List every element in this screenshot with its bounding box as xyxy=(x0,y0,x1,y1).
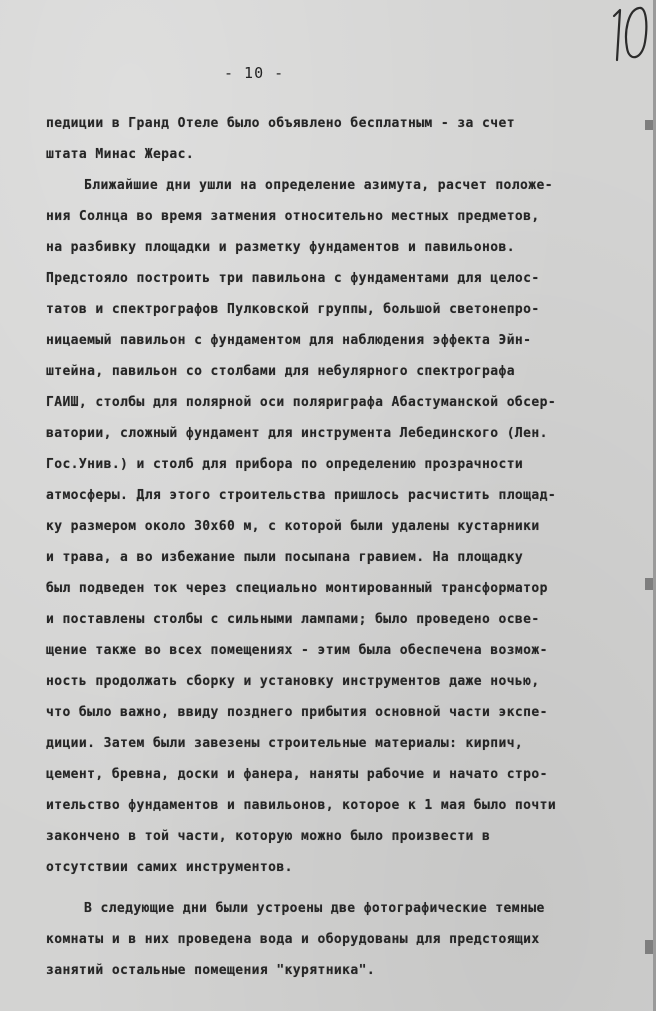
text-line: штейна, павильон со столбами для небулярного спектрографа xyxy=(46,364,515,379)
text-line: ницаемый павильон с фундаментом для наблюдения эффекта Эйн- xyxy=(46,333,532,348)
scan-edge-mark xyxy=(645,578,653,590)
text-line: педиции в Гранд Отеле было объявлено бесплатным - за счет xyxy=(46,116,515,131)
paragraph-start-line: В следующие дни были устроены две фотографические темные xyxy=(84,901,545,916)
text-line: штата Минас Жерас. xyxy=(46,147,195,162)
scan-edge-mark xyxy=(645,120,653,130)
text-line: Предстояло построить три павильона с фундаментами для целос- xyxy=(46,271,540,286)
text-line: ватории, сложный фундамент для инструмента Лебединского (Лен. xyxy=(46,426,548,441)
text-line: ительство фундаментов и павильонов, которое к 1 мая было почти xyxy=(46,798,557,813)
text-line: и трава, а во избежание пыли посыпана гравием. На площадку xyxy=(46,550,524,565)
text-line: что было важно, ввиду позднего прибытия основной части экспе- xyxy=(46,705,548,720)
handwritten-page-number xyxy=(606,2,650,68)
text-line: Гос.Унив.) и столб для прибора по определению прозрачности xyxy=(46,457,524,472)
text-line: ГАИШ, столбы для полярной оси поляриграфа Абастуманской обсер- xyxy=(46,395,557,410)
svg-text:10: 10 xyxy=(606,66,608,67)
text-line: был подведен ток через специально монтированный трансформатор xyxy=(46,581,548,596)
text-line: отсутствии самих инструментов. xyxy=(46,860,293,875)
text-line: ния Солнца во время затмения относительно местных предметов, xyxy=(46,209,540,224)
text-line: татов и спектрографов Пулковской группы, большой светонепро- xyxy=(46,302,540,317)
text-line: комнаты и в них проведена вода и оборудованы для предстоящих xyxy=(46,932,540,947)
text-line: диции. Затем были завезены строительные материалы: кирпич, xyxy=(46,736,524,751)
text-line: закончено в той части, которую можно было произвести в xyxy=(46,829,491,844)
text-line: цемент, бревна, доски и фанера, наняты рабочие и начато стро- xyxy=(46,767,548,782)
text-line: на разбивку площадки и разметку фундаментов и павильонов. xyxy=(46,240,515,255)
scan-edge-mark xyxy=(645,940,653,954)
text-line: ку размером около 30х60 м, с которой были удалены кустарники xyxy=(46,519,540,534)
text-line: щение также во всех помещениях - этим была обеспечена возмож- xyxy=(46,643,548,658)
text-line: атмосферы. Для этого строительства пришлось расчистить площад- xyxy=(46,488,557,503)
text-line: ность продолжать сборку и установку инструментов даже ночью, xyxy=(46,674,540,689)
page-number: - 10 - xyxy=(224,64,285,82)
paragraph-start-line: Ближайшие дни ушли на определение азимута, расчет положе- xyxy=(84,178,553,193)
text-line: занятий остальные помещения "курятника". xyxy=(46,963,376,978)
text-line: и поставлены столбы с сильными лампами; было проведено осве- xyxy=(46,612,540,627)
